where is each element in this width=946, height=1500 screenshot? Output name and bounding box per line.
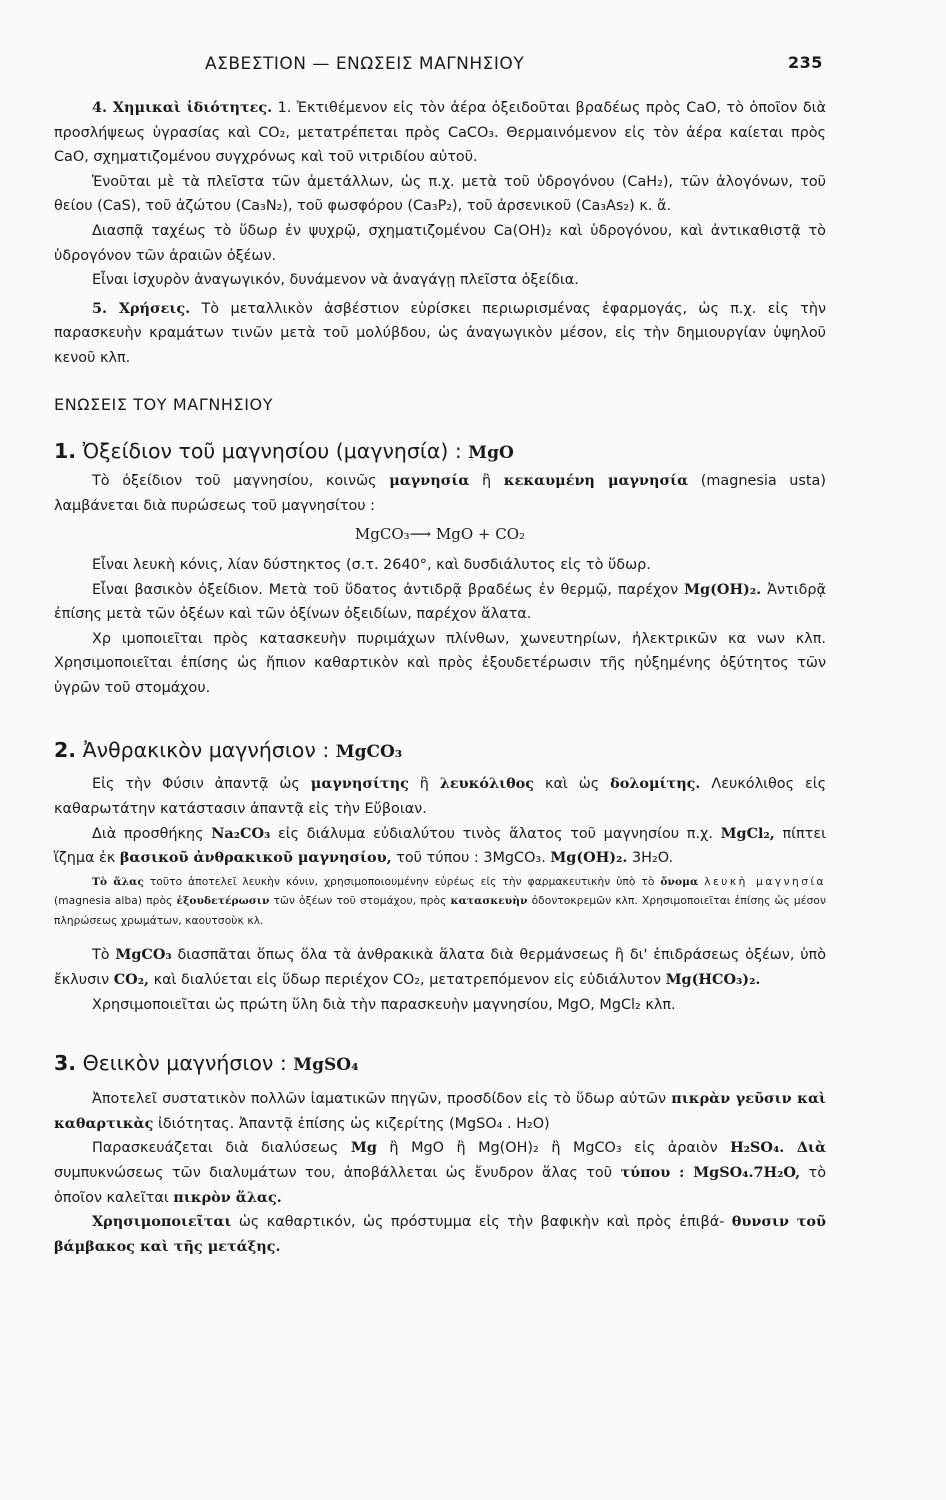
- section-heading: ΕΝΩΣΕΙΣ ΤΟΥ ΜΑΓΝΗΣΙΟΥ: [54, 394, 274, 414]
- mgco3-p2-formula-mgoh2: Mg(OH)₂.: [550, 849, 628, 867]
- mgco3-note-b: (magnesia alba) πρὸς: [54, 895, 173, 908]
- mgco3-paragraph-4: Χρησιμοποιεῖται ὡς πρώτη ὕλη διὰ τὴν παρασκευὴν μαγνησίου, MgO, MgCl₂ κλπ.: [92, 996, 676, 1013]
- mgco3-p2-c: τοῦ τύπου : 3MgCO₃.: [396, 850, 546, 867]
- mgso4-p2-start: Παρασκευάζεται διὰ διαλύσεως: [92, 1140, 339, 1157]
- mgo-paragraph-3: [54, 578, 826, 627]
- chemical-properties-text-2: Ἑνοῦται μὲ τὰ πλεῖστα τῶν ἀμετάλλων, ὡς π.χ. μετὰ τοῦ ὑδρογόνου (CaH₂), τῶν ἀλογόνων, τοῦ θείου (CaS), τοῦ ἀζώτου (Ca₃N₂), τοῦ φωσφόρου (Ca₃P₂), τοῦ ἀρσενικοῦ (Ca₃As₂) κ. ἄ.: [54, 173, 826, 215]
- mgco3-p3-b: καὶ διαλύεται εἰς ὕδωρ περιέχον CO₂, μετατρεπόμενον εἰς εὐδιάλυτον: [153, 971, 662, 988]
- mgco3-p2-d: 3H₂O.: [632, 850, 674, 867]
- chemical-properties-heading: 4. Χημικαὶ ἰδιότητες.: [92, 99, 273, 116]
- mgco3-small-note: [54, 873, 826, 932]
- running-head-title: ΑΣΒΕΣΤΙΟΝ — ΕΝΩΣΕΙΣ ΜΑΓΝΗΣΙΟΥ: [205, 54, 525, 74]
- mgso4-p2-formula-h2so4: H₂SO₄.: [730, 1139, 785, 1157]
- mgso4-p1-start: Ἀποτελεῖ συστατικὸν πολλῶν ἰαματικῶν πηγῶν, προσδίδον εἰς τὸ ὕδωρ αὐτῶν: [92, 1091, 667, 1108]
- mgco3-p2-b: πίπτει ἵζημα ἐκ: [54, 825, 826, 867]
- mgo-p1-end: (magnesia usta) λαμβάνεται διὰ πυρώσεως τοῦ μαγνησίτου :: [54, 473, 826, 514]
- mgso4-p1-end: ἰδιότητας. Ἀπαντᾷ ἐπίσης ὡς κιζερίτης (MgSO₄ . H₂O): [157, 1115, 550, 1132]
- mgso4-heading-title: Θειικὸν μαγνήσιον :: [82, 1051, 287, 1076]
- mgso4-p3-a: ὡς καθαρτικόν, ὡς πρόστυμμα εἰς τὴν βαφικὴν καὶ πρὸς ἐπιβά-: [238, 1214, 725, 1231]
- mgco3-note-d: ὀδοντοκρεμῶν κλπ. Χρησιμοποιεῖται ἐπίσης ὡς μέσον πληρώσεως χρωμάτων, καουτσοὺκ κλ.: [54, 895, 826, 927]
- mgso4-p2-bold-type-formula: τύπου : MgSO₄.7H₂O,: [620, 1163, 801, 1181]
- mgco3-p1-bold-magnesite: μαγνησίτης: [310, 775, 409, 793]
- mgso4-p1-bold-bitter-taste: πικρὰν γεῦσιν καὶ καθαρτικὰς: [54, 1090, 827, 1132]
- mgo-paragraph-4: Χρ ιμοποιεῖται πρὸς κατασκευὴν πυριμάχων πλίνθων, χωνευτηρίων, ἠλεκτρικῶν κα νων κλπ. Χρησιμοποιεῖται ἐπίσης ὡς ἤπιον καθαρτικὸν καὶ πρὸς ἐξουδετέρωσιν τῆς ηὐξημένης ὀξύτητος τῶν ὑγρῶν τοῦ στομάχου.: [54, 630, 826, 696]
- mgco3-p3-formula-mgco3: MgCO₃: [115, 946, 172, 964]
- mgco3-p2-formula-na2co3: Na₂CO₃: [211, 824, 271, 842]
- mgco3-p1-mid2: καὶ ὡς: [544, 776, 600, 793]
- mgco3-paragraph-1: [54, 772, 826, 821]
- chemical-properties-paragraph: [54, 96, 826, 170]
- running-head: [0, 50, 946, 78]
- mgso4-p2-a: ἢ MgO ἢ Mg(OH)₂ ἢ MgCO₃ εἰς ἀραιὸν: [389, 1140, 718, 1157]
- mgco3-p1-mid1: ἢ: [419, 776, 429, 793]
- mgso4-p2-b: συμπυκνώσεως τῶν διαλυμάτων του, ἀποβάλλεται ὡς ἔνυδρον ἅλας τοῦ: [54, 1164, 613, 1181]
- mgo-heading-title: Ὀξείδιον τοῦ μαγνησίου (μαγνησία) :: [82, 439, 462, 464]
- mgo-heading: [54, 435, 826, 469]
- mgco3-note-c: τῶν ὀξέων τοῦ στομάχου, πρὸς: [273, 895, 447, 908]
- mgco3-p1-end: Λευκόλιθος εἰς καθαρωτάτην κατάστασιν ἀπαντᾷ εἰς τὴν Εὔβοιαν.: [54, 776, 827, 818]
- mgso4-p2-bold-bitter-salt: πικρὸν ἅλας.: [173, 1188, 282, 1206]
- mgco3-p1-bold-leucolite: λευκόλιθος: [439, 775, 535, 793]
- page-content: [54, 96, 826, 1259]
- mgo-p1-mid: ἢ: [482, 473, 492, 490]
- mgo-equation: MgCO₃⟶ MgO + CO₂: [354, 525, 526, 544]
- mgco3-p3-a: διασπᾶται ὅπως ὅλα τὰ ἀνθρακικὰ ἅλατα διὰ θερμάνσεως ἢ δι' ἐπιδράσεως ὀξέων, ὑπὸ ἔκλυσιν: [54, 947, 826, 988]
- mgco3-p1-start: Εἰς τὴν Φύσιν ἀπαντᾷ ὡς: [92, 776, 300, 793]
- mgo-heading-number: 1.: [54, 439, 77, 464]
- mgco3-p3-start: Τὸ: [92, 947, 110, 964]
- mgco3-p3-formula-bicarbonate: Mg(HCO₃)₂.: [665, 970, 761, 988]
- mgco3-note-bold-manufacture: κατασκευὴν: [450, 895, 528, 908]
- mgco3-note-bold-neutralization: ἐξουδετέρωσιν: [176, 895, 270, 908]
- mgco3-p2-bold-basic-carbonate: βασικοῦ ἀνθρακικοῦ μαγνησίου,: [119, 849, 392, 867]
- mgso4-p2-bold-through: Διὰ: [796, 1139, 827, 1157]
- mgo-paragraph-2: Εἶναι λευκὴ κόνις, λίαν δύστηκτος (σ.τ. 2640°, καὶ δυσδιάλυτος εἰς τὸ ὕδωρ.: [92, 556, 651, 573]
- mgso4-p3-bold-weighting: θυνσιν τοῦ βάμβακος καὶ τῆς μετάξης.: [54, 1213, 827, 1255]
- chemical-properties-text-3: Διασπᾷ ταχέως τὸ ὕδωρ ἐν ψυχρῷ, σχηματιζομένου Ca(OH)₂ καὶ ὑδρογόνου, καὶ ἀντικαθιστᾷ τὸ ὑδρογόνον τῶν ἀραιῶν ὀξέων.: [54, 222, 826, 264]
- mgso4-paragraph-3: [54, 1210, 826, 1259]
- mgo-p1-bold-magnesia: μαγνησία: [389, 472, 470, 490]
- mgo-p1-start: Τὸ ὀξείδιον τοῦ μαγνησίου, κοινῶς: [92, 473, 377, 490]
- mgco3-p1-bold-dolomite: δολομίτης.: [610, 775, 701, 793]
- mgso4-heading: [54, 1047, 826, 1081]
- mgso4-paragraph-1: [54, 1087, 826, 1136]
- mgco3-heading: [54, 734, 826, 768]
- uses-paragraph: [54, 297, 826, 371]
- mgso4-heading-formula: MgSO₄: [293, 1055, 359, 1076]
- chemical-properties-text-1: 1. Ἐκτιθέμενον εἰς τὸν ἀέρα ὀξειδοῦται βραδέως πρὸς CaO, τὸ ὁποῖον διὰ προσλήψεως ὑγρασίας καὶ CO₂, μετατρέπεται πρὸς CaCO₃. Θερμαινόμενον εἰς τὸν ἀέρα καίεται πρὸς CaO, σχηματιζομένου συγχρόνως καὶ τοῦ νιτριδίου αὐτοῦ.: [54, 100, 826, 166]
- mgco3-note-a: τοῦτο ἀποτελεῖ λευκὴν κόνιν, χρησιμοποιουμένην εὐρέως εἰς τὴν φαρμακευτικὴν ὑπὸ τὸ: [149, 875, 655, 888]
- mgco3-p2-a: εἰς διάλυμα εὐδιαλύτου τινὸς ἅλατος τοῦ μαγνησίου π.χ.: [278, 825, 713, 842]
- mgco3-note-bold-name: ὄνομα: [660, 875, 699, 888]
- mgco3-note-spaced-white-magnesia: λευκὴ μαγνησία: [704, 875, 827, 888]
- mgco3-p2-formula-mgcl2: MgCl₂,: [720, 824, 775, 842]
- mgo-heading-formula: MgO: [468, 443, 514, 464]
- mgco3-heading-number: 2.: [54, 738, 77, 763]
- mgso4-p3-bold-used: Χρησιμοποιεῖται: [92, 1213, 232, 1231]
- mgo-p3-formula: Mg(OH)₂.: [684, 580, 762, 598]
- mgco3-paragraph-3: [54, 943, 826, 992]
- mgo-paragraph-1: [54, 469, 826, 518]
- mgso4-paragraph-2: [54, 1136, 826, 1210]
- mgso4-p2-c: τὸ ὁποῖον καλεῖται: [54, 1164, 826, 1206]
- mgo-p3-start: Εἶναι βασικὸν ὀξείδιον. Μετὰ τοῦ ὕδατος ἀντιδρᾷ βραδέως ἐν θερμῷ, παρέχον: [92, 581, 679, 598]
- mgo-p1-bold-burnt-magnesia: κεκαυμένη μαγνησία: [503, 472, 689, 490]
- mgco3-paragraph-2: [54, 822, 826, 871]
- mgso4-p2-formula-mg: Mg: [350, 1139, 377, 1157]
- mgco3-p2-start: Διὰ προσθήκης: [92, 825, 204, 842]
- mgco3-note-start: Τὸ ἅλας: [92, 875, 144, 888]
- mgso4-heading-number: 3.: [54, 1051, 77, 1076]
- uses-heading: 5. Χρήσεις.: [92, 299, 191, 317]
- mgco3-p3-formula-co2: CO₂,: [113, 970, 150, 988]
- mgco3-heading-title: Ἀνθρακικὸν μαγνήσιον :: [82, 738, 330, 763]
- mgco3-heading-formula: MgCO₃: [335, 742, 403, 763]
- uses-text: Τὸ μεταλλικὸν ἀσβέστιον εὑρίσκει περιωρισμένας ἐφαρμογάς, ὡς π.χ. εἰς τὴν παρασκευὴν κραμάτων τινῶν μετὰ τοῦ μολύβδου, ὡς ἀναγωγικὸν μέσον, εἰς τὴν δημιουργίαν ὑψηλοῦ κενοῦ κλπ.: [54, 300, 827, 366]
- mgo-p3-end: Ἀντιδρᾷ ἐπίσης μετὰ τῶν ὀξέων καὶ τῶν ὀξίνων ὀξειδίων, παρέχον ἅλατα.: [54, 581, 826, 623]
- chemical-properties-text-4: Εἶναι ἰσχυρὸν ἀναγωγικόν, δυνάμενον νὰ ἀναγάγῃ πλεῖστα ὀξείδια.: [92, 272, 579, 289]
- page-number: 235: [788, 53, 823, 72]
